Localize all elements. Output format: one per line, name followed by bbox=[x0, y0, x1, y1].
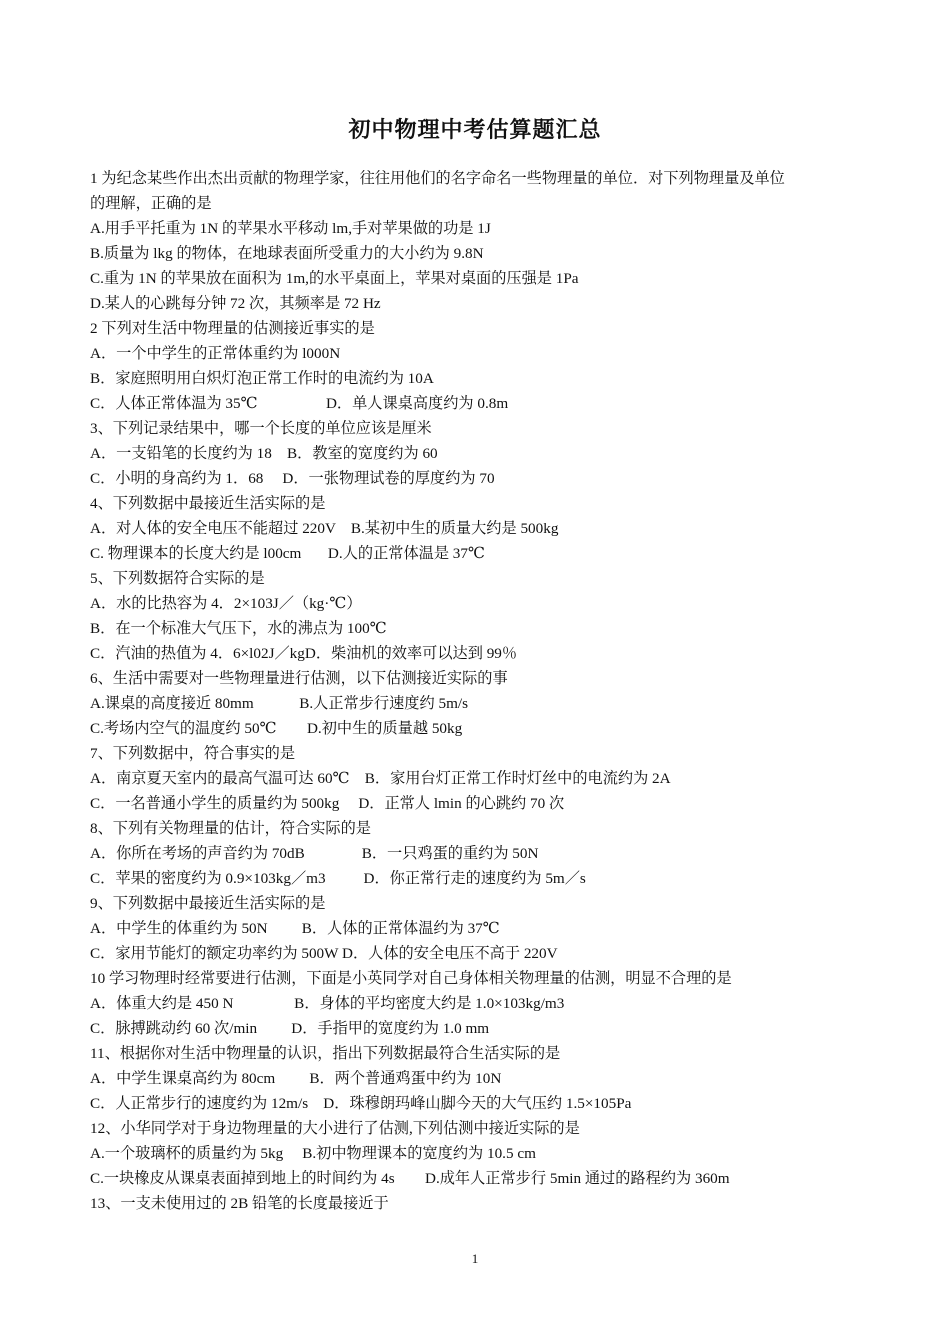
text-line: D.某人的心跳每分钟 72 次，其频率是 72 Hz bbox=[90, 295, 381, 312]
text-line: C．人体正常体温为 35℃ D．单人课桌高度约为 0.8m bbox=[90, 395, 509, 412]
text-line: A．中学生的体重约为 50N B．人体的正常体温约为 37℃ bbox=[90, 920, 500, 937]
text-line: C．人正常步行的速度约为 12m/s D．珠穆朗玛峰山脚今天的大气压约 1.5×105Pa bbox=[90, 1095, 632, 1112]
text-line: C．家用节能灯的额定功率约为 500W D．人体的安全电压不高于 220V bbox=[90, 945, 558, 962]
text-line: A.一个玻璃杯的质量约为 5kg B.初中物理课本的宽度约为 10.5 cm bbox=[90, 1145, 536, 1162]
text-line: C．脉搏跳动约 60 次/min D．手指甲的宽度约为 1.0 mm bbox=[90, 1020, 490, 1037]
text-line: 6、生活中需要对一些物理量进行估测，以下估测接近实际的事 bbox=[90, 670, 508, 687]
document-title: 初中物理中考估算题汇总 bbox=[348, 118, 602, 143]
text-line: 9、下列数据中最接近生活实际的是 bbox=[90, 895, 326, 912]
text-line: C.重为 1N 的苹果放在面积为 1m,的水平桌面上，苹果对桌面的压强是 1Pa bbox=[90, 270, 579, 287]
text-line: 7、下列数据中，符合事实的是 bbox=[90, 745, 296, 762]
text-line: B．家庭照明用白炽灯泡正常工作时的电流约为 10A bbox=[90, 370, 434, 387]
text-line: A．体重大约是 450 N B．身体的平均密度大约是 1.0×103kg/m3 bbox=[90, 995, 565, 1012]
text-line: 8、下列有关物理量的估计，符合实际的是 bbox=[90, 820, 371, 837]
text-line: 5、下列数据符合实际的是 bbox=[90, 570, 265, 587]
text-line: B．在一个标准大气压下，水的沸点为 100℃ bbox=[90, 620, 387, 637]
document-body bbox=[90, 166, 870, 1216]
text-line: C．苹果的密度约为 0.9×103kg／m3 D．你正常行走的速度约为 5m／s bbox=[90, 870, 586, 887]
text-line: C．一名普通小学生的质量约为 500kg D．正常人 lmin 的心跳约 70 次 bbox=[90, 795, 565, 812]
text-line: C. 物理课本的长度大约是 l00cm D.人的正常体温是 37℃ bbox=[90, 545, 485, 562]
text-line: C．汽油的热值为 4．6×l02J／kgD．柴油机的效率可以达到 99％ bbox=[90, 645, 518, 662]
text-line: A．对人体的安全电压不能超过 220V B.某初中生的质量大约是 500kg bbox=[90, 520, 559, 537]
text-line: A.用手平托重为 1N 的苹果水平移动 lm,手对苹果做的功是 1J bbox=[90, 220, 491, 237]
text-line: 2 下列对生活中物理量的估测接近事实的是 bbox=[90, 320, 375, 337]
text-line: A.课桌的高度接近 80mm B.人正常步行速度约 5m/s bbox=[90, 695, 469, 712]
text-line: A．南京夏天室内的最高气温可达 60℃ B．家用台灯正常工作时灯丝中的电流约为 2A bbox=[90, 770, 671, 787]
text-line: 11、根据你对生活中物理量的认识，指出下列数据最符合生活实际的是 bbox=[90, 1045, 561, 1062]
text-line: 3、下列记录结果中，哪一个长度的单位应该是厘米 bbox=[90, 420, 432, 437]
page-number: 1 bbox=[471, 1251, 479, 1266]
text-line: A．一个中学生的正常体重约为 l000N bbox=[90, 345, 341, 362]
text-line: C.一块橡皮从课桌表面掉到地上的时间约为 4s D.成年人正常步行 5min 通过的路程约为 360m bbox=[90, 1170, 730, 1187]
text-line: C.考场内空气的温度约 50℃ D.初中生的质量越 50kg bbox=[90, 720, 463, 737]
text-line: B.质量为 lkg 的物体，在地球表面所受重力的大小约为 9.8N bbox=[90, 245, 484, 262]
text-line: C．小明的身高约为 1．68 D．一张物理试卷的厚度约为 70 bbox=[90, 470, 495, 487]
text-line: 1 为纪念某些作出杰出贡献的物理学家，往往用他们的名字命名一些物理量的单位．对下列物理量及单位 bbox=[90, 170, 785, 187]
text-line: 的理解，正确的是 bbox=[90, 195, 212, 212]
text-line: 12、小华同学对于身边物理量的大小进行了估测,下列估测中接近实际的是 bbox=[90, 1120, 580, 1137]
text-line: A．你所在考场的声音约为 70dB B．一只鸡蛋的重约为 50N bbox=[90, 845, 539, 862]
text-line: A．中学生课桌高约为 80cm B．两个普通鸡蛋中约为 10N bbox=[90, 1070, 502, 1087]
text-line: 4、下列数据中最接近生活实际的是 bbox=[90, 495, 326, 512]
text-line: 10 学习物理时经常要进行估测，下面是小英同学对自己身体相关物理量的估测，明显不合理的是 bbox=[90, 970, 732, 987]
text-line: A．水的比热容为 4．2×103J／（kg·℃） bbox=[90, 595, 362, 612]
text-line: A．一支铅笔的长度约为 18 B．教室的宽度约为 60 bbox=[90, 445, 438, 462]
text-line: 13、一支未使用过的 2B 铅笔的长度最接近于 bbox=[90, 1195, 389, 1212]
